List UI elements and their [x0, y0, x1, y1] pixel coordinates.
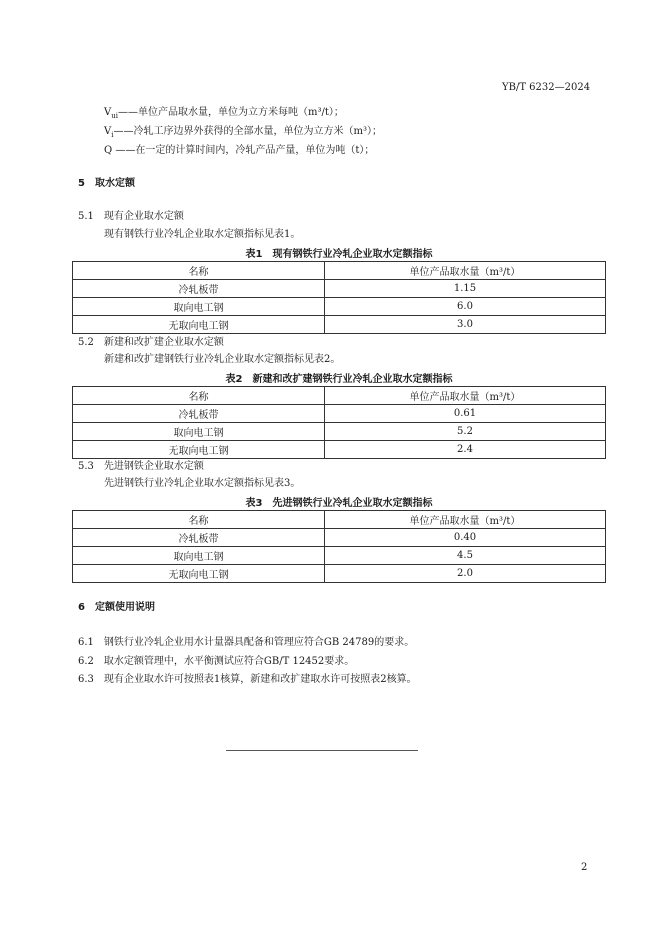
- table-row: [73, 565, 606, 583]
- clause-5-2-body: 新建和改扩建钢铁行业冷轧企业取水定额指标见表2。: [104, 354, 341, 365]
- table-row: [73, 316, 606, 334]
- table-row: [73, 405, 606, 423]
- table-cell-value: 4.5: [325, 547, 606, 565]
- table-cell-value: 2.0: [325, 565, 606, 583]
- definition-subscript: i: [111, 131, 114, 139]
- table-header-name: 名称: [73, 262, 325, 280]
- table-header-name: 名称: [73, 511, 325, 529]
- clause-5-1-heading: 5.1 现有企业取水定额: [78, 211, 184, 222]
- table-cell-name: 冷轧板带: [73, 280, 325, 298]
- end-rule: [226, 750, 418, 751]
- clause-5-2-heading: 5.2 新建和改扩建企业取水定额: [78, 337, 224, 348]
- table-cell-name: 无取向电工钢: [73, 316, 325, 334]
- table-cell-name: 取向电工钢: [73, 298, 325, 316]
- definition-symbol: V: [104, 126, 112, 137]
- definition-vi: [104, 125, 382, 142]
- table-row: [73, 298, 606, 316]
- definition-q: [104, 144, 374, 158]
- table-3: [72, 510, 606, 583]
- standard-number: YB/T 6232—2024: [502, 82, 591, 93]
- table-cell-name: 冷轧板带: [73, 405, 325, 423]
- table-1: [72, 261, 606, 334]
- table-row: [73, 547, 606, 565]
- definition-symbol: V: [104, 107, 112, 118]
- clause-6-2: 6.2 取水定额管理中，水平衡测试应符合GB/T 12452要求。: [78, 656, 355, 667]
- section-6-heading: 6 定额使用说明: [78, 602, 155, 613]
- table-row: [73, 423, 606, 441]
- table-2: [72, 386, 606, 459]
- clause-5-3-heading: 5.3 先进钢铁企业取水定额: [78, 461, 204, 472]
- table-cell-name: 冷轧板带: [73, 529, 325, 547]
- table-header-row: [73, 262, 606, 280]
- table-cell-value: 0.61: [325, 405, 606, 423]
- definition-text: ——在一定的计算时间内，冷轧产品产量，单位为吨（t）；: [112, 145, 375, 156]
- table-1-caption: 表1 现有钢铁行业冷轧企业取水定额指标: [245, 249, 433, 260]
- table-cell-name: 取向电工钢: [73, 423, 325, 441]
- table-header-value: 单位产品取水量（m³/t）: [325, 511, 606, 529]
- table-header-name: 名称: [73, 387, 325, 405]
- table-header-value: 单位产品取水量（m³/t）: [325, 262, 606, 280]
- definition-vui: [104, 106, 344, 123]
- table-cell-value: 5.2: [325, 423, 606, 441]
- table-2-caption: 表2 新建和改扩建钢铁行业冷轧企业取水定额指标: [225, 374, 453, 385]
- table-cell-value: 0.40: [325, 529, 606, 547]
- table-cell-value: 6.0: [325, 298, 606, 316]
- table-header-row: [73, 387, 606, 405]
- definition-subscript: ui: [111, 112, 118, 120]
- table-cell-value: 1.15: [325, 280, 606, 298]
- table-row: [73, 280, 606, 298]
- clause-5-1-body: 现有钢铁行业冷轧企业取水定额指标见表1。: [104, 229, 301, 240]
- section-5-heading: 5 取水定额: [78, 178, 135, 189]
- definition-symbol: Q: [104, 145, 113, 156]
- table-cell-value: 2.4: [325, 441, 606, 459]
- table-cell-name: 无取向电工钢: [73, 565, 325, 583]
- table-cell-name: 无取向电工钢: [73, 441, 325, 459]
- table-cell-name: 取向电工钢: [73, 547, 325, 565]
- definition-text: ——单位产品取水量，单位为立方米每吨（m³/t）；: [117, 107, 344, 118]
- table-row: [73, 441, 606, 459]
- clause-6-1: 6.1 钢铁行业冷轧企业用水计量器具配备和管理应符合GB 24789的要求。: [78, 637, 415, 648]
- clause-6-3: 6.3 现有企业取水许可按照表1核算，新建和改扩建取水许可按照表2核算。: [78, 674, 417, 685]
- table-header-value: 单位产品取水量（m³/t）: [325, 387, 606, 405]
- page-number: 2: [581, 862, 588, 873]
- table-cell-value: 3.0: [325, 316, 606, 334]
- clause-5-3-body: 先进钢铁行业冷轧企业取水定额指标见表3。: [104, 478, 301, 489]
- table-header-row: [73, 511, 606, 529]
- definition-text: ——冷轧工序边界外获得的全部水量，单位为立方米（m³）；: [113, 126, 382, 137]
- table-3-caption: 表3 先进钢铁行业冷轧企业取水定额指标: [245, 498, 433, 509]
- table-row: [73, 529, 606, 547]
